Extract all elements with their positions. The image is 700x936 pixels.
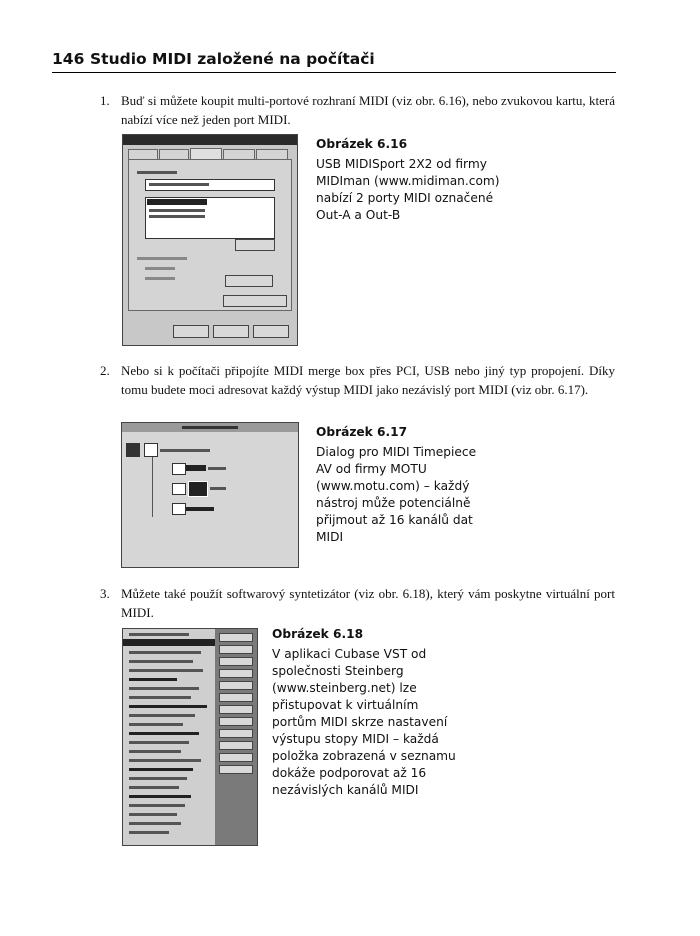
header-rule [52,72,616,73]
running-header [52,50,616,72]
list-item-2 [100,362,615,418]
figure-6-18-screenshot [122,628,258,846]
list-item-number: 2. [100,363,110,378]
list-item-3 [100,585,615,623]
figure-title: Obrázek 6.17 [316,425,408,439]
figure-6-16-caption [316,136,511,224]
figure-title: Obrázek 6.16 [316,137,408,151]
figure-title: Obrázek 6.18 [272,627,364,641]
figure-6-16-screenshot [122,134,298,346]
figure-caption-text: Dialog pro MIDI Timepiece AV od firmy MOTU (www.motu.com) – každý nástroj může potenciálně přijmout až 16 kanálů dat MIDI [316,445,477,544]
figure-caption-text: USB MIDISport 2X2 od firmy MIDIman (www.midiman.com) nabízí 2 porty MIDI označené Out-A a Out-B [316,157,500,222]
list-item-text: Nebo si k počítači připojíte MIDI merge box přes PCI, USB nebo jiný typ propojení. Díky tomu budete moci adresovat každý výstup MIDI jako nezávislý port MIDI (viz obr. 6.17). [121,363,615,397]
figure-6-17-caption [316,424,486,546]
figure-6-18-caption [272,626,464,799]
list-item-number: 1. [100,93,110,108]
list-item-text: Můžete také použít softwarový syntetizátor (viz obr. 6.18), který vám poskytne virtuální port MIDI. [121,586,615,620]
chapter-title: Studio MIDI založené na počítači [90,50,375,68]
list-item-1 [100,92,615,130]
figure-6-17-screenshot [121,422,299,568]
list-item-text: Buď si můžete koupit multi-portové rozhraní MIDI (viz obr. 6.16), nebo zvukovou kartu, která nabízí více než jeden port MIDI. [121,93,615,127]
page-number: 146 [52,50,85,68]
figure-caption-text: V aplikaci Cubase VST od společnosti Steinberg (www.steinberg.net) lze přistupovat k virtuálním portům MIDI skrze nastavení výstupu stopy MIDI – každá položka zobrazená v seznamu dokáže podporovat až 16 nezávislých kanálů MIDI [272,647,456,797]
list-item-number: 3. [100,586,110,601]
